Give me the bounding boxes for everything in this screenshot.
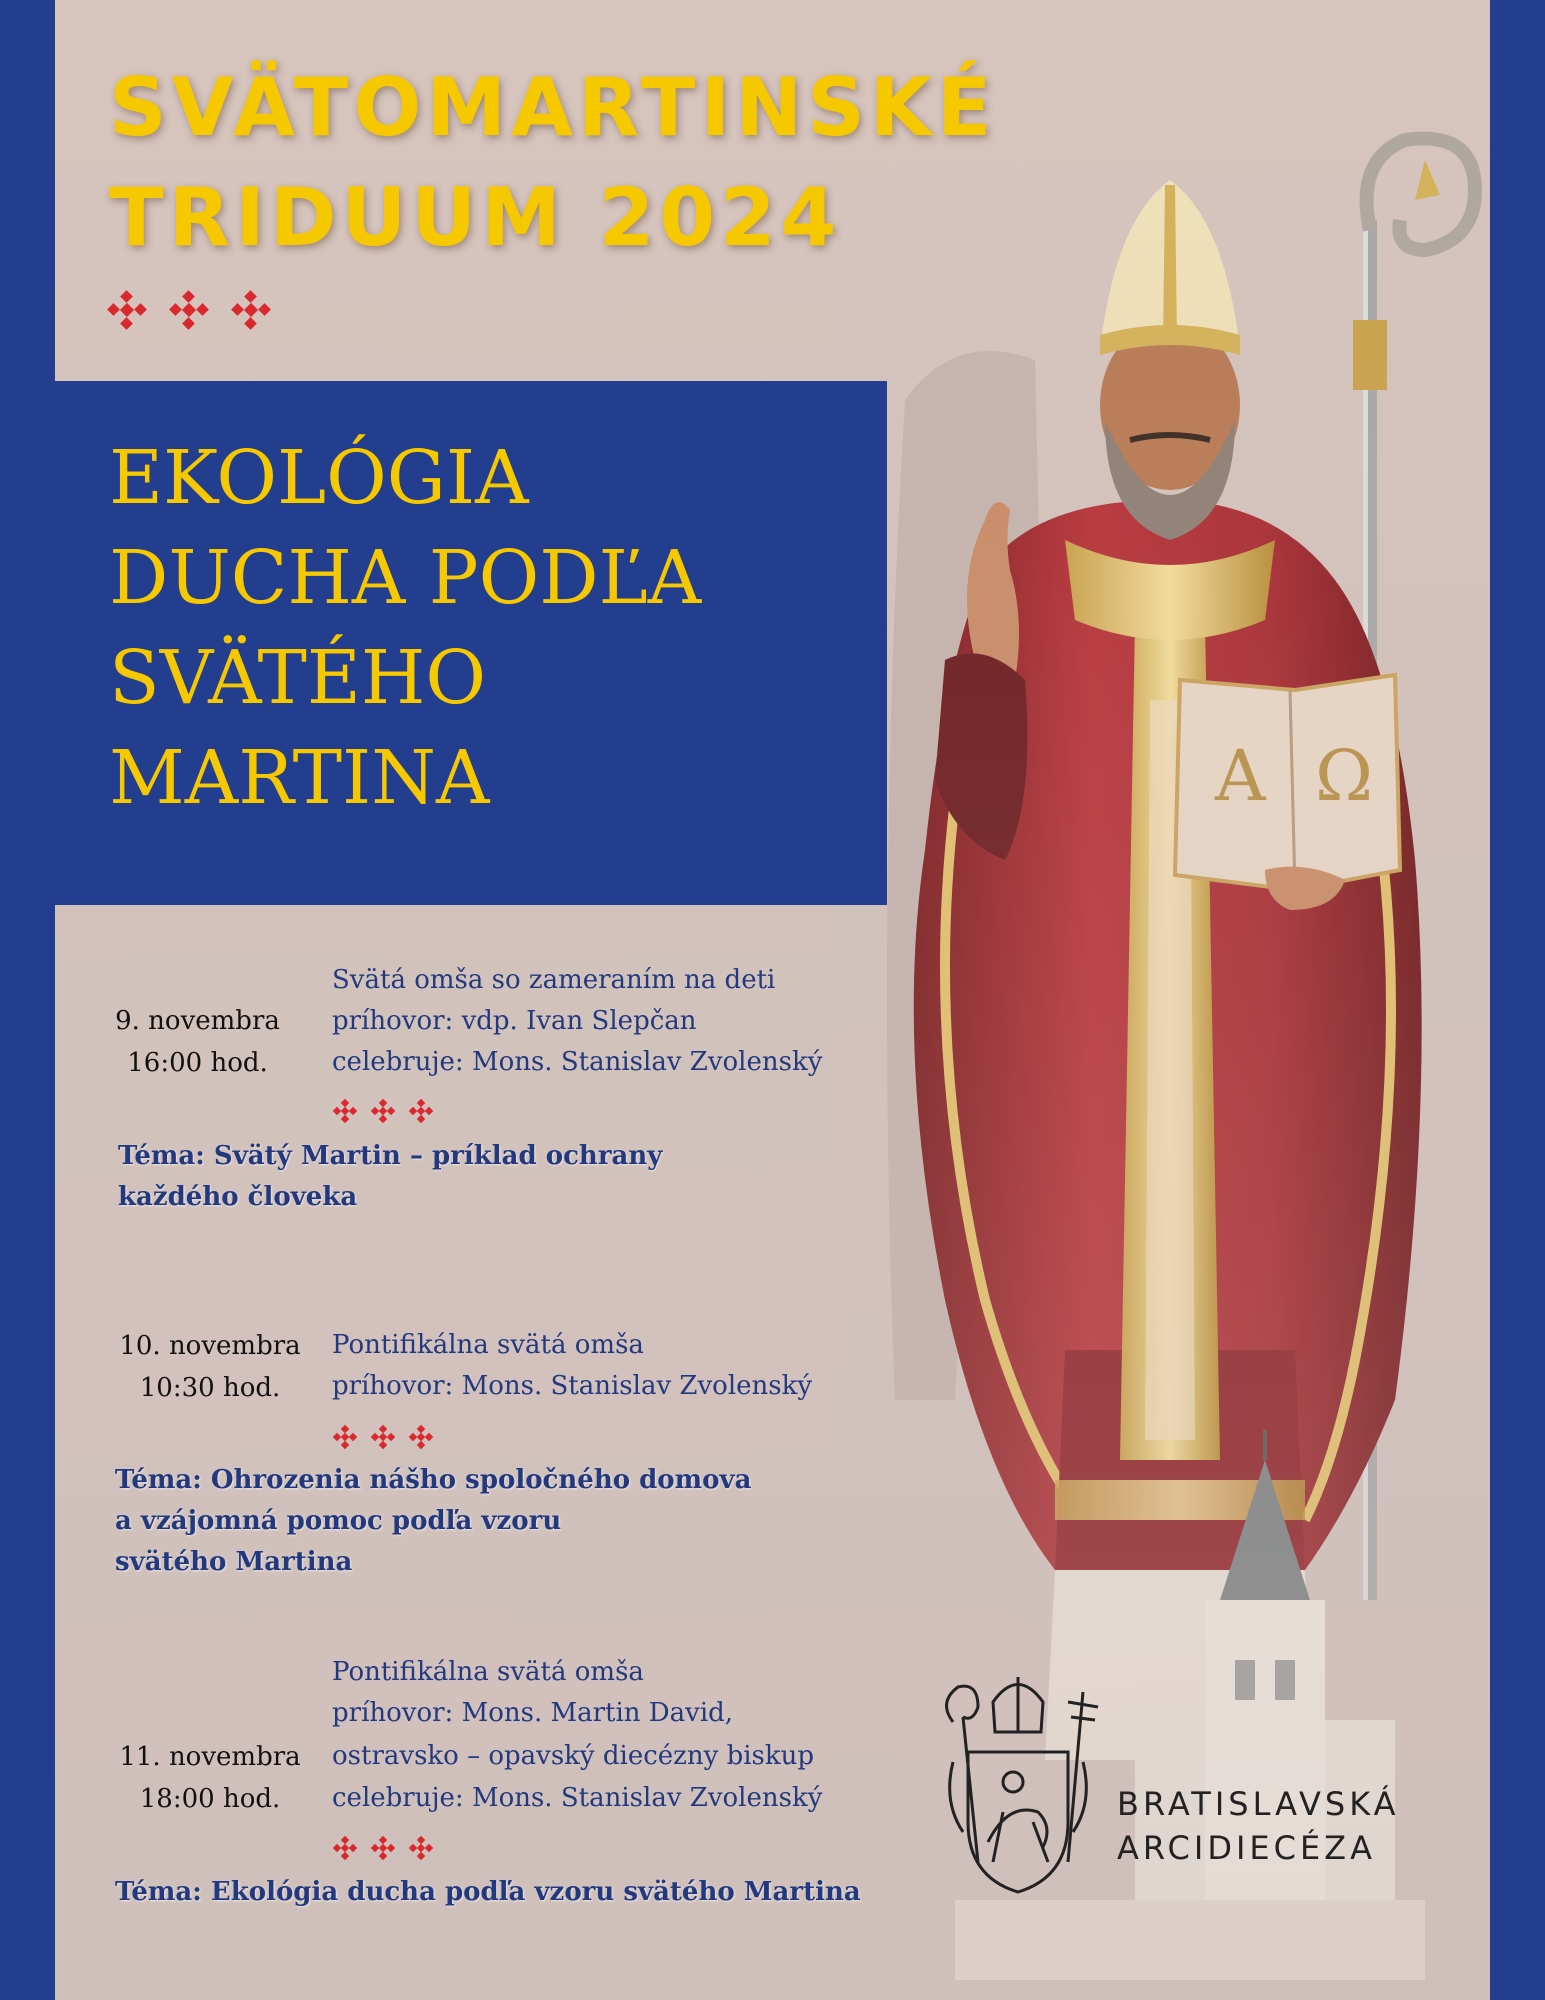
event-2-time: 10:30 hod. [139,1373,281,1403]
event-1-detail: Svätá omša so zameraním na deti [332,965,776,995]
event-3-theme: Téma: Ekológia ducha podľa vzoru svätého Martina [115,1877,861,1907]
event-1-detail: celebruje: Mons. Stanislav Zvolenský [332,1047,823,1077]
event-1-ornament [333,1099,433,1123]
event-3-detail: ostravsko – opavský diecézny biskup [332,1741,815,1771]
omega-letter: Ω [1315,735,1374,817]
event-2-detail: Pontifikálna svätá omša [332,1330,644,1360]
event-3-detail: Pontifikálna svätá omša [332,1657,644,1687]
subtitle-line-3: SVÄTÉHO [109,635,487,721]
event-2-detail: príhovor: Mons. Stanislav Zvolenský [332,1371,813,1401]
event-3-ornament [333,1836,433,1860]
event-2-date: 10. novembra [119,1331,301,1361]
subtitle-line-4: MARTINA [109,735,490,821]
cross-ornament-icon [333,1425,357,1449]
event-1-time: 16:00 hod. [127,1048,268,1078]
event-3-date: 11. novembra [119,1742,301,1772]
event-1-theme: Téma: Svätý Martin – príklad ochrany [118,1141,663,1171]
archdiocese-coat-of-arms-icon [933,1662,1103,1902]
cross-ornament-icon [409,1099,433,1123]
title-line-2: TRIDUUM 2024 [109,171,842,264]
title-ornament [107,290,271,330]
event-2-theme: Téma: Ohrozenia nášho spoločného domova [115,1465,752,1495]
cross-ornament-icon [371,1099,395,1123]
cross-ornament-icon [371,1425,395,1449]
event-3-time: 18:00 hod. [139,1784,281,1814]
event-1-date: 9. novembra [115,1006,280,1036]
title-line-1: SVÄTOMARTINSKÉ [109,61,997,154]
event-3-detail: celebruje: Mons. Stanislav Zvolenský [332,1783,823,1813]
event-1-detail: príhovor: vdp. Ivan Slepčan [332,1006,697,1036]
cross-ornament-icon [169,290,209,330]
poster-panel [55,0,1490,2000]
cross-ornament-icon [107,290,147,330]
subtitle-line-1: EKOLÓGIA [109,435,529,521]
cross-ornament-icon [409,1836,433,1860]
cross-ornament-icon [409,1425,433,1449]
logo-text-line-2: ARCIDIECÉZA [1117,1829,1376,1867]
event-1-theme: každého človeka [118,1182,358,1212]
subtitle-box [55,381,887,905]
cross-ornament-icon [333,1836,357,1860]
cross-ornament-icon [371,1836,395,1860]
alpha-letter: A [1215,735,1266,817]
subtitle-line-2: DUCHA PODĽA [109,535,702,621]
logo-text-line-1: BRATISLAVSKÁ [1117,1785,1400,1823]
cross-ornament-icon [333,1099,357,1123]
event-3-detail: príhovor: Mons. Martin David, [332,1698,734,1728]
cross-ornament-icon [231,290,271,330]
event-2-theme: a vzájomná pomoc podľa vzoru [115,1506,562,1536]
event-2-theme: svätého Martina [115,1547,353,1577]
event-2-ornament [333,1425,433,1449]
